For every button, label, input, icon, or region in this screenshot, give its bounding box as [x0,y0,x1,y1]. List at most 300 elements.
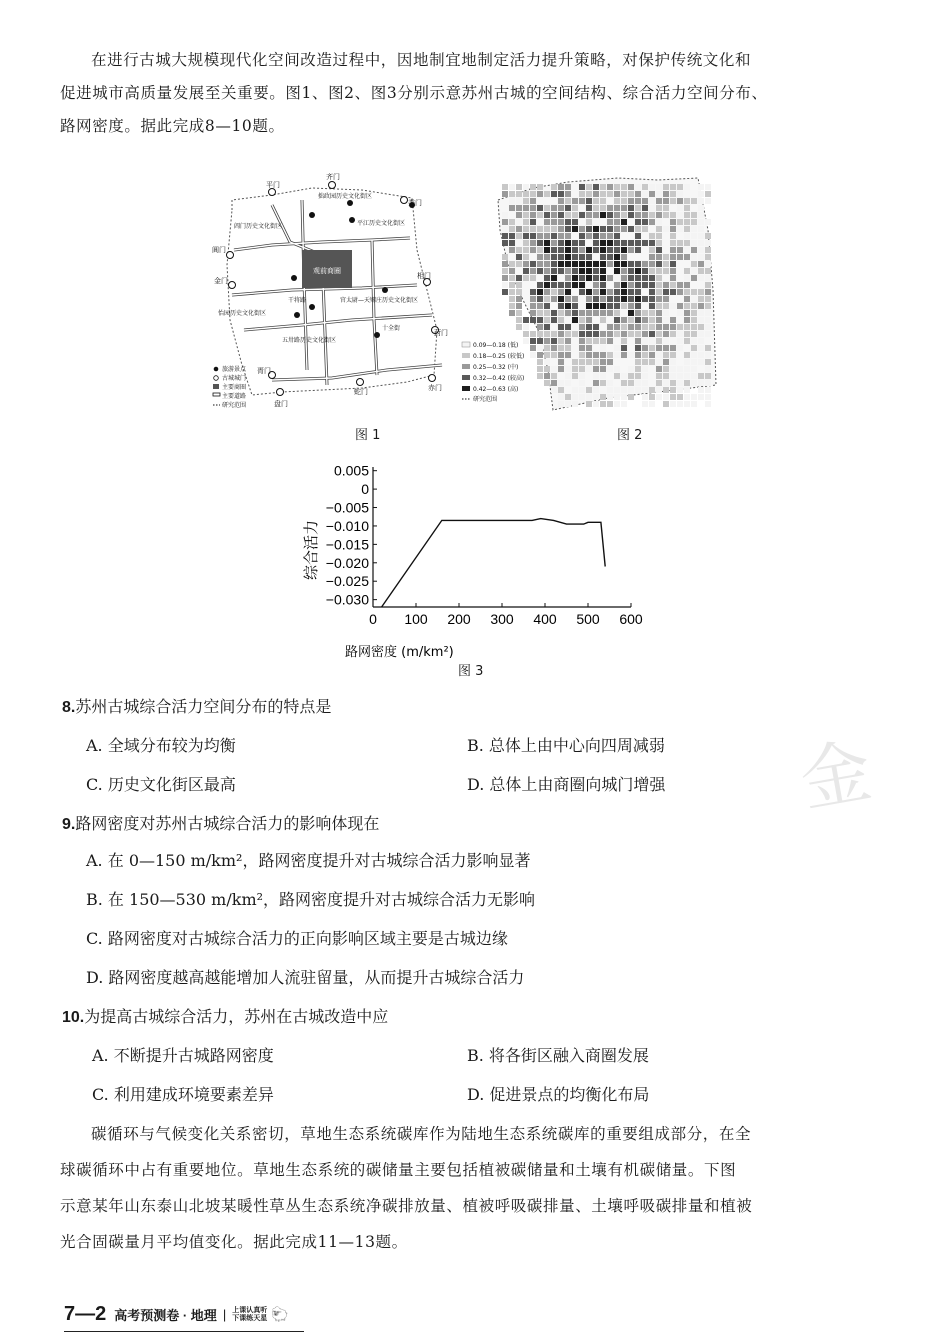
question-8-number: 8. [62,699,76,716]
grid-cell [698,198,704,204]
grid-cell [614,261,620,267]
gate-label-9: 盘门 [274,400,288,408]
grid-cell [537,212,543,218]
grid-cell [677,401,683,407]
grid-cell [670,254,676,260]
grid-cell [698,331,704,337]
grid-cell [558,233,564,239]
grid-cell [579,226,585,232]
grid-cell [607,338,613,344]
grid-cell [691,254,697,260]
question-8-option-a[interactable]: A. 全域分布较为均衡 [86,736,236,755]
grid-cell [579,289,585,295]
grid-cell [628,317,634,323]
grid-cell [537,366,543,372]
grid-cell [544,352,550,358]
grid-cell [684,401,690,407]
grid-cell [614,317,620,323]
grid-cell [691,359,697,365]
grid-cell [537,261,543,267]
map-center-label: 观前商圈 [313,267,341,275]
grid-cell [642,205,648,211]
grid-cell [628,387,634,393]
figure-3-chart [285,455,665,660]
grid-cell [523,275,529,281]
grid-cell [656,268,662,274]
grid-cell [565,261,571,267]
grid-cell [558,359,564,365]
grid-cell [677,289,683,295]
grid-cell [537,359,543,365]
grid-cell [684,324,690,330]
grid-cell [551,282,557,288]
grid-cell [593,380,599,386]
grid-cell [649,359,655,365]
grid-cell [691,324,697,330]
grid-cell [523,226,529,232]
grid-cell [635,282,641,288]
grid-cell [649,282,655,288]
grid-cell [565,296,571,302]
question-8-option-c[interactable]: C. 历史文化街区最高 [86,775,236,794]
grid-cell [670,303,676,309]
grid-cell [565,352,571,358]
grid-cell [677,282,683,288]
grid-cell [614,268,620,274]
grid-cell [705,184,711,190]
grid-cell [600,268,606,274]
grid-cell [509,240,515,246]
grid-cell [607,226,613,232]
intro2-line-3: 示意某年山东泰山北坡某暖性草丛生态系统净碳排放量、植被呼吸碳排量、土壤呼吸碳排量和植被 [60,1197,753,1215]
grid-cell [663,352,669,358]
grid-cell [572,296,578,302]
intro1-line-3: 路网密度。据此完成8—10题。 [60,117,285,135]
grid-cell [558,212,564,218]
grid-cell [621,205,627,211]
grid-cell [621,296,627,302]
grid-cell [614,184,620,190]
grid-cell [565,198,571,204]
grid-cell [635,289,641,295]
grid-cell [663,310,669,316]
grid-cell [642,275,648,281]
chart-y-tick-label: −0.010 [325,517,369,534]
grid-cell [656,289,662,295]
grid-cell [530,268,536,274]
grid-cell [649,394,655,400]
grid-cell [691,394,697,400]
grid-cell [544,373,550,379]
grid-cell [670,387,676,393]
grid-cell [530,191,536,197]
grid-cell [635,345,641,351]
grid-cell [670,373,676,379]
grid-cell [558,184,564,190]
district-label-1: 拙政园历史文化街区 [318,193,373,200]
question-9-option-d[interactable]: D. 路网密度越高越能增加人流驻留量，从而提升古城综合活力 [86,968,525,987]
question-10-option-b[interactable]: B. 将各街区融入商圈发展 [467,1046,649,1065]
grid-cell [544,254,550,260]
question-9-option-c[interactable]: C. 路网密度对古城综合活力的正向影响区域主要是古城边缘 [86,929,508,948]
question-8-option-b[interactable]: B. 总体上由中心向四周减弱 [467,736,665,755]
grid-cell [705,303,711,309]
grid-cell [649,261,655,267]
grid-cell [509,275,515,281]
fig1-legend-4: 主要道路 [222,393,247,400]
grid-cell [530,310,536,316]
grid-cell [551,331,557,337]
grid-cell [628,198,634,204]
grid-cell [691,366,697,372]
grid-cell [642,212,648,218]
grid-cell [663,226,669,232]
grid-cell [579,254,585,260]
grid-cell [600,212,606,218]
grid-cell [705,240,711,246]
grid-cell [677,324,683,330]
grid-cell [621,212,627,218]
chart-x-tick-label: 600 [619,611,643,627]
grid-cell [705,345,711,351]
grid-cell [523,219,529,225]
grid-cell [593,268,599,274]
grid-cell [635,373,641,379]
grid-cell [593,191,599,197]
grid-cell [621,345,627,351]
grid-cell [593,352,599,358]
grid-cell [530,296,536,302]
grid-cell [642,310,648,316]
grid-cell [656,366,662,372]
grid-cell [628,212,634,218]
grid-cell [614,352,620,358]
fig2-legend-swatch-5 [462,386,470,391]
question-10-option-a[interactable]: A. 不断提升古城路网密度 [92,1046,274,1065]
question-9-option-a[interactable]: A. 在 0—150 m/km²，路网密度提升对古城综合活力影响显著 [86,851,531,870]
grid-cell [516,254,522,260]
grid-cell [586,233,592,239]
grid-cell [551,275,557,281]
grid-cell [670,289,676,295]
chart-x-label: 路网密度 (m/km²) [345,645,454,660]
question-10-text: 为提高古城综合活力，苏州在古城改造中应 [84,1007,389,1026]
grid-cell [628,289,634,295]
grid-cell [509,233,515,239]
grid-cell [579,275,585,281]
grid-cell [607,205,613,211]
grid-cell [607,289,613,295]
grid-cell [586,352,592,358]
grid-cell [572,205,578,211]
fig1-legend-3: 主要商圈 [222,384,247,391]
grid-cell [509,261,515,267]
grid-cell [691,275,697,281]
grid-cell [621,387,627,393]
fig2-legend-swatch-4 [462,375,470,380]
grid-cell [593,261,599,267]
grid-cell [684,247,690,253]
grid-cell [607,401,613,407]
grid-cell [642,352,648,358]
grid-cell [607,254,613,260]
grid-cell [593,226,599,232]
grid-cell [523,317,529,323]
grid-cell [551,205,557,211]
grid-cell [579,331,585,337]
intro-paragraph-2 [60,1116,890,1260]
grid-cell [565,240,571,246]
question-10-number: 10. [62,1009,85,1026]
grid-cell [684,366,690,372]
grid-cell [635,191,641,197]
grid-cell [691,401,697,407]
grid-cell [544,240,550,246]
grid-cell [607,275,613,281]
grid-cell [593,310,599,316]
grid-cell [502,240,508,246]
grid-cell [642,268,648,274]
question-9-option-b[interactable]: B. 在 150—530 m/km²，路网密度提升对古城综合活力无影响 [86,890,536,909]
footer-slogan-line-1: 上课认真听 [232,1306,268,1314]
grid-cell [684,296,690,302]
grid-cell [705,219,711,225]
grid-cell [656,226,662,232]
grid-cell [649,331,655,337]
grid-cell [705,331,711,337]
grid-cell [530,226,536,232]
grid-cell [586,191,592,197]
footer-slogan [232,1307,267,1323]
grid-cell [551,352,557,358]
intro2-line-1: 碳循环与气候变化关系密切，草地生态系统碳库作为陆地生态系统碳库的重要组成部分，在全 [91,1125,752,1143]
grid-cell [579,233,585,239]
grid-cell [635,212,641,218]
grid-cell [572,317,578,323]
grid-cell [614,303,620,309]
grid-cell [663,268,669,274]
grid-cell [551,268,557,274]
grid-cell [656,296,662,302]
grid-cell [523,191,529,197]
grid-cell [600,289,606,295]
grid-cell [614,289,620,295]
intro2-line-4: 光合固碳量月平均值变化。据此完成11—13题。 [60,1233,408,1251]
grid-cell [600,394,606,400]
grid-cell [523,233,529,239]
grid-cell [551,366,557,372]
grid-cell [607,310,613,316]
grid-cell [523,205,529,211]
grid-cell [691,331,697,337]
grid-cell [530,275,536,281]
grid-cell [607,212,613,218]
figure-1-caption: 图 1 [355,428,381,443]
grid-cell [614,296,620,302]
chart-y-tick-label: −0.015 [325,536,369,553]
grid-cell [649,275,655,281]
grid-cell [656,261,662,267]
grid-cell [614,226,620,232]
grid-cell [530,331,536,337]
grid-cell [558,296,564,302]
grid-cell [579,310,585,316]
grid-cell [607,380,613,386]
footer-slogan-line-2: 下课练天星 [232,1314,268,1322]
intro2-line-2: 球碳循环中占有重要地位。草地生态系统的碳储量主要包括植被碳储量和土壤有机碳储量。下图 [60,1161,737,1179]
grid-cell [551,219,557,225]
grid-cell [621,226,627,232]
grid-cell [537,338,543,344]
grid-cell [621,289,627,295]
grid-cell [642,198,648,204]
grid-cell [684,380,690,386]
district-label-2: 阊门历史文化街区 [234,223,283,230]
grid-cell [579,247,585,253]
grid-cell [544,226,550,232]
grid-cell [642,191,648,197]
fig2-legend-1: 0.09—0.18 (低) [473,342,519,349]
grid-cell [621,282,627,288]
grid-cell [558,205,564,211]
grid-cell [698,359,704,365]
grid-cell [649,233,655,239]
grid-cell [586,310,592,316]
grid-cell [628,184,634,190]
grid-cell [509,268,515,274]
grid-cell [537,240,543,246]
grid-cell [600,205,606,211]
grid-cell [600,191,606,197]
grid-cell [565,191,571,197]
grid-cell [537,373,543,379]
grid-cell [572,275,578,281]
grid-cell [551,296,557,302]
grid-cell [677,191,683,197]
grid-cell [705,268,711,274]
grid-cell [551,317,557,323]
grid-cell [579,261,585,267]
chart-x-tick-label: 500 [576,611,600,627]
grid-cell [656,359,662,365]
intro1-line-2: 促进城市高质量发展至关重要。图1、图2、图3分别示意苏州古城的空间结构、综合活力空间分布、 [60,84,768,102]
grid-cell [530,352,536,358]
grid-cell [607,359,613,365]
grid-cell [607,219,613,225]
grid-cell [579,352,585,358]
grid-cell [684,184,690,190]
grid-cell [607,240,613,246]
grid-cell [586,247,592,253]
grid-cell [677,212,683,218]
grid-cell [656,282,662,288]
grid-cell [523,212,529,218]
grid-cell [544,359,550,365]
grid-cell [705,352,711,358]
grid-cell [649,254,655,260]
grid-cell [558,310,564,316]
grid-cell [530,247,536,253]
grid-cell [663,191,669,197]
chart-x-tick-label: 100 [404,611,428,627]
grid-cell [516,289,522,295]
grid-cell [530,345,536,351]
grid-cell [705,394,711,400]
grid-cell [516,324,522,330]
grid-cell [677,338,683,344]
grid-cell [523,184,529,190]
grid-cell [558,387,564,393]
grid-cell [600,317,606,323]
grid-cell [572,331,578,337]
grid-cell [705,254,711,260]
grid-cell [670,366,676,372]
page-number: 7—2 [64,1303,107,1325]
grid-cell [614,387,620,393]
grid-cell [593,240,599,246]
grid-cell [516,191,522,197]
grid-cell [537,324,543,330]
grid-cell [572,212,578,218]
question-8-text: 苏州古城综合活力空间分布的特点是 [75,697,332,716]
grid-cell [649,296,655,302]
grid-cell [586,296,592,302]
grid-cell [572,198,578,204]
question-10-option-c[interactable]: C. 利用建成环境要素差异 [92,1085,274,1104]
question-10-option-d[interactable]: D. 促进景点的均衡化布局 [467,1085,650,1104]
grid-cell [614,366,620,372]
grid-cell [530,303,536,309]
grid-cell [572,254,578,260]
grid-cell [663,303,669,309]
grid-cell [579,324,585,330]
grid-cell [607,324,613,330]
grid-cell [691,373,697,379]
grid-cell [628,394,634,400]
grid-cell [635,275,641,281]
grid-cell [642,373,648,379]
grid-cell [579,380,585,386]
grid-cell [565,401,571,407]
grid-cell [621,219,627,225]
grid-cell [698,205,704,211]
grid-cell [593,282,599,288]
grid-cell [635,366,641,372]
grid-cell [677,387,683,393]
grid-cell [628,331,634,337]
grid-cell [621,401,627,407]
grid-cell [551,261,557,267]
grid-cell [656,317,662,323]
grid-cell [544,345,550,351]
grid-cell [593,233,599,239]
page-footer: 7—2 高考预测卷 · 地理 | 上课认真听 下课练天星 🐑 [64,1303,289,1326]
grid-cell [684,352,690,358]
grid-cell [705,289,711,295]
district-label-5: 怡园历史文化街区 [218,310,267,317]
grid-cell [614,191,620,197]
grid-cell [663,198,669,204]
grid-cell [572,219,578,225]
grid-cell [565,282,571,288]
grid-cell [684,387,690,393]
grid-cell [635,387,641,393]
grid-cell [691,198,697,204]
chart-y-label: 综合活力 [302,519,320,581]
grid-cell [586,338,592,344]
grid-cell [698,345,704,351]
question-8-option-d[interactable]: D. 总体上由商圈向城门增强 [467,775,666,794]
